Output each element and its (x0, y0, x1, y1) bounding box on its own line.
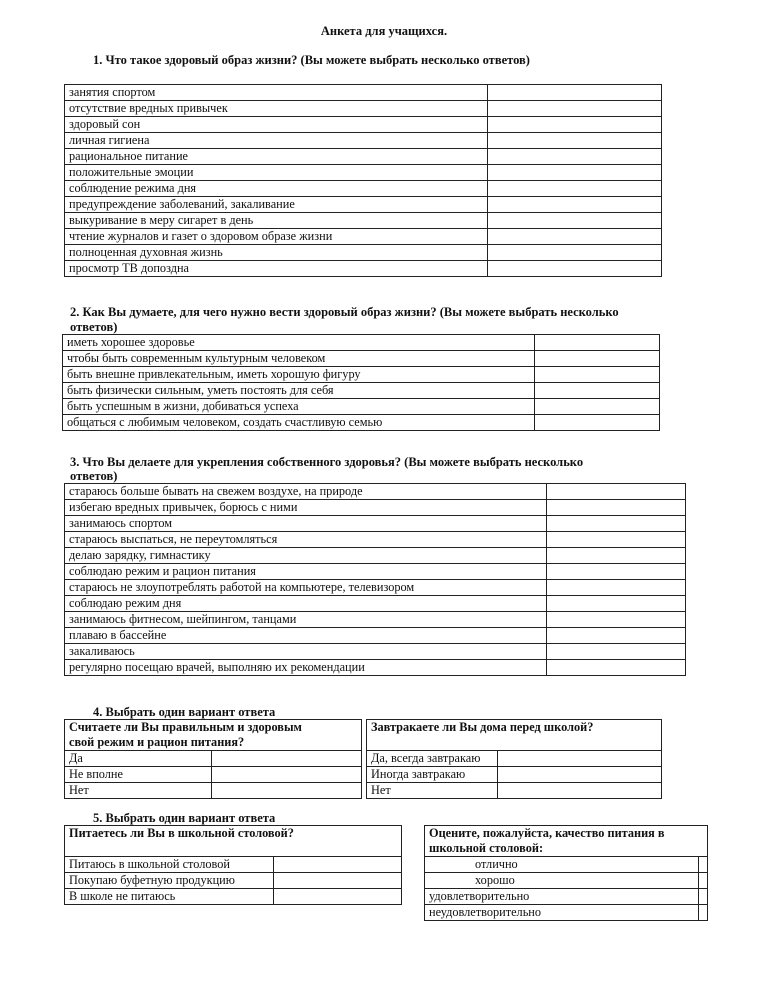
option-label: занятия спортом (65, 85, 488, 101)
option-row (65, 516, 686, 532)
answer-cell[interactable] (547, 484, 686, 500)
q3-question-line2: ответов) (70, 469, 118, 483)
option-label: просмотр ТВ допоздна (65, 261, 488, 277)
option-label: Нет (65, 783, 212, 799)
answer-cell[interactable] (488, 261, 662, 277)
option-label: быть внешне привлекательным, иметь хорошую фигуру (63, 367, 535, 383)
answer-cell[interactable] (488, 133, 662, 149)
answer-cell[interactable] (498, 767, 662, 783)
option-row (65, 133, 662, 149)
q5-left-question: Питаетесь ли Вы в школьной столовой? (65, 826, 402, 857)
answer-cell[interactable] (699, 905, 708, 921)
q4-right-table (366, 719, 662, 799)
option-row (65, 548, 686, 564)
answer-cell[interactable] (699, 857, 708, 873)
option-label: отсутствие вредных привычек (65, 101, 488, 117)
option-row (63, 335, 660, 351)
option-label: плаваю в бассейне (65, 628, 547, 644)
option-row (367, 767, 662, 783)
option-label: чтение журналов и газет о здоровом образе жизни (65, 229, 488, 245)
answer-cell[interactable] (488, 165, 662, 181)
answer-cell[interactable] (212, 767, 362, 783)
option-label: положительные эмоции (65, 165, 488, 181)
option-row (63, 351, 660, 367)
q4-right-question: Завтракаете ли Вы дома перед школой? (367, 720, 662, 751)
answer-cell[interactable] (699, 889, 708, 905)
option-row (425, 889, 708, 905)
option-label: стараюсь не злоупотреблять работой на компьютере, телевизором (65, 580, 547, 596)
answer-cell[interactable] (212, 751, 362, 767)
option-label: занимаюсь спортом (65, 516, 547, 532)
option-row (65, 644, 686, 660)
option-row (65, 117, 662, 133)
option-label: быть физически сильным, уметь постоять для себя (63, 383, 535, 399)
answer-cell[interactable] (535, 383, 660, 399)
answer-cell[interactable] (535, 367, 660, 383)
option-row (65, 751, 362, 767)
option-label: Да (65, 751, 212, 767)
option-label: рациональное питание (65, 149, 488, 165)
option-label: делаю зарядку, гимнастику (65, 548, 547, 564)
option-row (63, 415, 660, 431)
option-row (65, 596, 686, 612)
option-row (63, 399, 660, 415)
option-row (65, 165, 662, 181)
option-row (65, 580, 686, 596)
answer-cell[interactable] (488, 229, 662, 245)
option-label: соблюдаю режим и рацион питания (65, 564, 547, 580)
answer-cell[interactable] (547, 500, 686, 516)
option-label: чтобы быть современным культурным человеком (63, 351, 535, 367)
option-label: соблюдение режима дня (65, 181, 488, 197)
option-row (65, 857, 402, 873)
option-row (65, 500, 686, 516)
option-row (65, 783, 362, 799)
option-label: личная гигиена (65, 133, 488, 149)
option-row (65, 612, 686, 628)
q3-table (64, 483, 686, 676)
option-label: Иногда завтракаю (367, 767, 498, 783)
option-row (63, 367, 660, 383)
option-row (425, 905, 708, 921)
option-row (65, 85, 662, 101)
option-label: предупреждение заболеваний, закаливание (65, 197, 488, 213)
option-label: стараюсь выспаться, не переутомляться (65, 532, 547, 548)
answer-cell[interactable] (488, 181, 662, 197)
option-row (65, 181, 662, 197)
option-label: Питаюсь в школьной столовой (65, 857, 274, 873)
option-label: иметь хорошее здоровье (63, 335, 535, 351)
answer-cell[interactable] (488, 245, 662, 261)
answer-cell[interactable] (274, 857, 402, 873)
q2-question-line2: ответов) (70, 320, 118, 334)
option-row (65, 532, 686, 548)
q4-heading: 4. Выбрать один вариант ответа (93, 705, 276, 719)
option-label: Нет (367, 783, 498, 799)
option-row (65, 660, 686, 676)
q1-question: 1. Что такое здоровый образ жизни? (Вы можете выбрать несколько ответов) (93, 53, 530, 67)
answer-cell[interactable] (488, 85, 662, 101)
option-row (65, 101, 662, 117)
answer-cell[interactable] (547, 644, 686, 660)
option-label: полноценная духовная жизнь (65, 245, 488, 261)
answer-cell[interactable] (535, 335, 660, 351)
option-label: соблюдаю режим дня (65, 596, 547, 612)
answer-cell[interactable] (274, 873, 402, 889)
answer-cell[interactable] (535, 399, 660, 415)
option-row (65, 564, 686, 580)
option-row (65, 767, 362, 783)
option-row (65, 484, 686, 500)
option-label: Покупаю буфетную продукцию (65, 873, 274, 889)
q3-question-line1: 3. Что Вы делаете для укрепления собственного здоровья? (Вы можете выбрать несколько (70, 455, 584, 469)
option-label: регулярно посещаю врачей, выполняю их рекомендации (65, 660, 547, 676)
answer-cell[interactable] (488, 149, 662, 165)
answer-cell[interactable] (498, 751, 662, 767)
option-label: здоровый сон (65, 117, 488, 133)
option-label: неудовлетворительно (425, 905, 699, 921)
answer-cell[interactable] (547, 660, 686, 676)
page-title: Анкета для учащихся. (320, 24, 448, 38)
answer-cell[interactable] (274, 889, 402, 905)
answer-cell[interactable] (547, 532, 686, 548)
option-row (425, 857, 708, 873)
option-label: Не вполне (65, 767, 212, 783)
option-label: стараюсь больше бывать на свежем воздухе, на природе (65, 484, 547, 500)
option-row (425, 873, 708, 889)
option-row (65, 889, 402, 905)
option-row (65, 213, 662, 229)
answer-cell[interactable] (547, 548, 686, 564)
option-label: занимаюсь фитнесом, шейпингом, танцами (65, 612, 547, 628)
option-label: выкуривание в меру сигарет в день (65, 213, 488, 229)
option-label: хорошо (425, 873, 699, 889)
answer-cell[interactable] (547, 564, 686, 580)
option-label: закаливаюсь (65, 644, 547, 660)
answer-cell[interactable] (498, 783, 662, 799)
answer-cell[interactable] (547, 628, 686, 644)
answer-cell[interactable] (488, 213, 662, 229)
q1-table (64, 84, 662, 277)
option-row (65, 149, 662, 165)
option-label: быть успешным в жизни, добиваться успеха (63, 399, 535, 415)
option-label: общаться с любимым человеком, создать счастливую семью (63, 415, 535, 431)
answer-cell[interactable] (547, 612, 686, 628)
option-label: Да, всегда завтракаю (367, 751, 498, 767)
q5-heading: 5. Выбрать один вариант ответа (93, 811, 276, 825)
option-label: В школе не питаюсь (65, 889, 274, 905)
q5-right-question: Оцените, пожалуйста, качество питания в школьной столовой: (425, 826, 708, 857)
q2-question-line1: 2. Как Вы думаете, для чего нужно вести здоровый образ жизни? (Вы можете выбрать несколько (70, 305, 619, 319)
answer-cell[interactable] (488, 117, 662, 133)
option-row (65, 229, 662, 245)
answer-cell[interactable] (535, 415, 660, 431)
answer-cell[interactable] (547, 596, 686, 612)
option-row (63, 383, 660, 399)
option-row (367, 751, 662, 767)
answer-cell[interactable] (488, 101, 662, 117)
answer-cell[interactable] (547, 516, 686, 532)
option-row (65, 245, 662, 261)
answer-cell[interactable] (212, 783, 362, 799)
q5-left-table (64, 825, 402, 905)
q5-right-table (424, 825, 708, 921)
q4-left-table (64, 719, 362, 799)
option-row (65, 873, 402, 889)
answer-cell[interactable] (488, 197, 662, 213)
option-row (65, 628, 686, 644)
answer-cell[interactable] (547, 580, 686, 596)
answer-cell[interactable] (535, 351, 660, 367)
option-label: отлично (425, 857, 699, 873)
option-row (367, 783, 662, 799)
q2-table (62, 334, 660, 431)
option-label: удовлетворительно (425, 889, 699, 905)
option-label: избегаю вредных привычек, борюсь с ними (65, 500, 547, 516)
option-row (65, 197, 662, 213)
answer-cell[interactable] (699, 873, 708, 889)
q4-left-question: Считаете ли Вы правильным и здоровым свой режим и рацион питания? (65, 720, 362, 751)
option-row (65, 261, 662, 277)
